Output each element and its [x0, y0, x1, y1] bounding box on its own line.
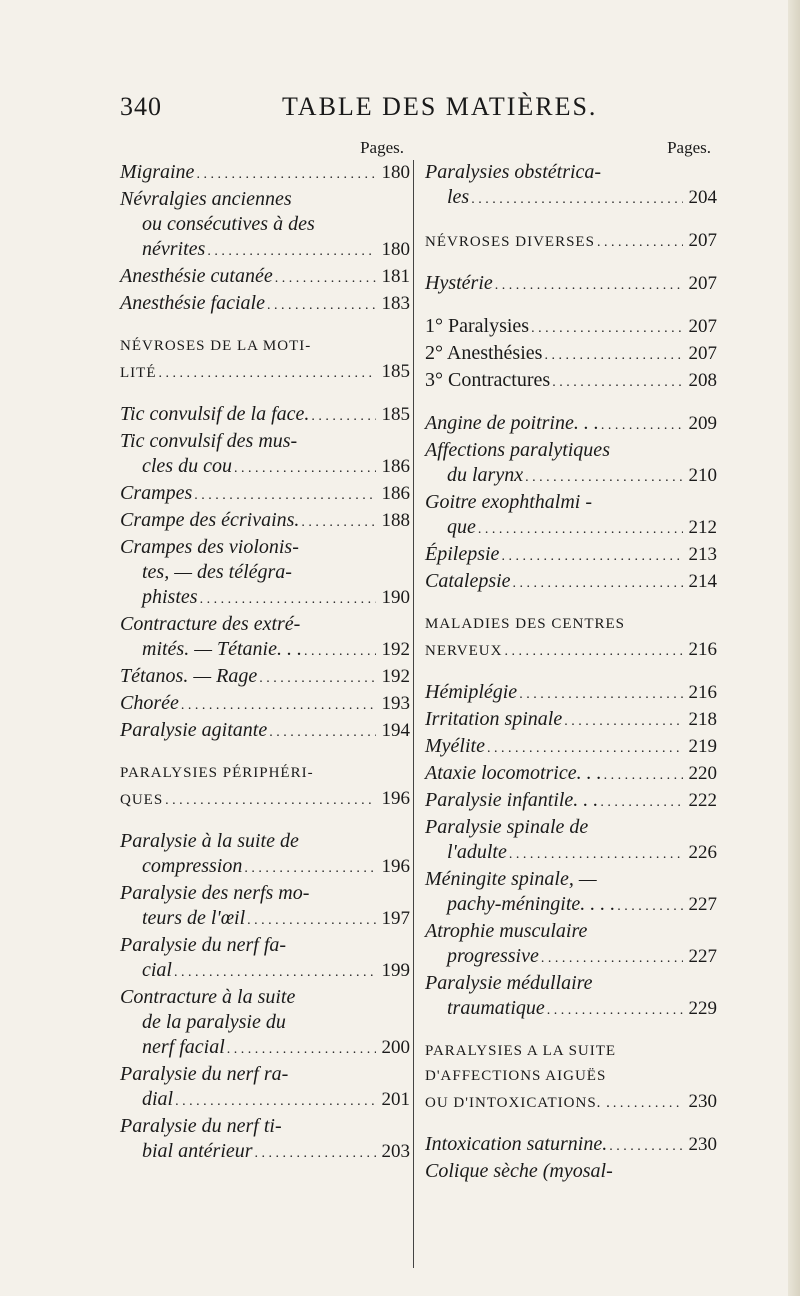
toc-entry [425, 707, 717, 734]
toc-page-number: 227 [688, 946, 717, 967]
toc-entry-line [425, 515, 717, 542]
toc-page-number: 181 [381, 266, 410, 287]
toc-entry-line [120, 160, 410, 187]
dot-leader [181, 691, 376, 718]
toc-entry [120, 264, 410, 291]
toc-entry-line [120, 612, 410, 637]
toc-page-number: 199 [381, 960, 410, 981]
toc-entry [120, 691, 410, 718]
toc-page-number: 194 [381, 720, 410, 741]
toc-entry-line [425, 840, 717, 867]
dot-leader [247, 906, 376, 933]
toc-entry-title: Anesthésie faciale [120, 292, 265, 314]
toc-entry-line [120, 1087, 410, 1114]
toc-page-number: 188 [381, 510, 410, 531]
dot-leader [255, 1139, 376, 1166]
toc-entry-title: compression [142, 855, 243, 877]
toc-entry-title: Tétanos. — Rage [120, 665, 258, 687]
toc-entry-title: mités. — Tétanie. . . [142, 638, 302, 660]
toc-entry [120, 985, 410, 1062]
toc-entry-line [425, 680, 717, 707]
dot-leader [609, 1132, 683, 1159]
toc-entry-title: Catalepsie [425, 570, 511, 592]
toc-entry-title: PARALYSIES A LA SUITE [425, 1043, 617, 1059]
toc-entry-line [120, 429, 410, 454]
toc-entry-title: NERVEUX [425, 643, 503, 659]
toc-entry [120, 508, 410, 535]
toc-page-number: 193 [381, 693, 410, 714]
dot-leader [600, 788, 683, 815]
toc-entry-title: Paralysie du nerf fa- [120, 934, 287, 956]
toc-entry-title: cles du cou [142, 455, 232, 477]
toc-entry-title: Anesthésie cutanée [120, 265, 273, 287]
toc-entry-title: Crampes [120, 482, 193, 504]
toc-entry-line [120, 637, 410, 664]
toc-entry [120, 1114, 410, 1166]
toc-entry-title: ou consécutives à des [142, 213, 315, 235]
toc-entry-title: nerf facial [142, 1036, 225, 1058]
toc-entry-line [425, 761, 717, 788]
toc-entry-line [425, 438, 717, 463]
toc-entry-title: D'AFFECTIONS AIGUËS [425, 1068, 607, 1084]
toc-page-number: 201 [381, 1089, 410, 1110]
toc-entry-line [425, 185, 717, 212]
toc-entry-title: tes, — des télégra- [142, 561, 292, 583]
dot-leader [471, 185, 683, 212]
toc-entry-line [120, 854, 410, 881]
toc-entry-line [425, 1132, 717, 1159]
dot-leader [174, 958, 376, 985]
toc-entry-line [120, 664, 410, 691]
toc-entry-line [120, 1010, 410, 1035]
toc-entry-title: traumatique [447, 997, 545, 1019]
toc-entry-line [120, 585, 410, 612]
toc-entry-line [425, 368, 717, 395]
toc-entry-line [425, 892, 717, 919]
toc-entry-line [120, 1139, 410, 1166]
toc-entry-title: Ataxie locomotrice. . . [425, 762, 602, 784]
toc-entry-title: Tic convulsif de la face. [120, 403, 310, 425]
toc-entry-title: Paralysie des nerfs mo- [120, 882, 310, 904]
toc-page-number: 190 [381, 587, 410, 608]
toc-page-number: 229 [688, 998, 717, 1019]
toc-entry [120, 402, 410, 429]
dot-leader [259, 664, 376, 691]
toc-entry [120, 291, 410, 318]
toc-entry-line [120, 560, 410, 585]
toc-entry-line [425, 707, 717, 734]
toc-entry-title: névrites [142, 238, 206, 260]
toc-page-number: 183 [381, 293, 410, 314]
toc-entry-line [425, 228, 717, 255]
toc-page-number: 192 [381, 666, 410, 687]
toc-entry-title: 3° Contractures [425, 369, 551, 391]
toc-entry-title: bial antérieur [142, 1140, 253, 1162]
toc-entry [425, 542, 717, 569]
toc-entry-title: Paralysie médullaire [425, 972, 593, 994]
toc-page-number: 208 [688, 370, 717, 391]
toc-entry-line [425, 1159, 717, 1184]
toc-entry-title: de la paralysie du [142, 1011, 286, 1033]
dot-leader [267, 291, 376, 318]
toc-entry-title: 1° Paralysies [425, 315, 530, 337]
toc-page-number: 180 [381, 239, 410, 260]
dot-leader [269, 718, 376, 745]
toc-entry-line [425, 341, 717, 368]
toc-entry-title: Tic convulsif des mus- [120, 430, 298, 452]
toc-entry [425, 815, 717, 867]
toc-entry-line [425, 542, 717, 569]
toc-entry-line [120, 187, 410, 212]
toc-entry [120, 535, 410, 612]
toc-page-number: 207 [688, 343, 717, 364]
pages-column-label: Pages. [360, 138, 404, 157]
dot-leader [244, 854, 376, 881]
toc-entry [120, 761, 410, 813]
toc-entry-line [120, 454, 410, 481]
toc-entry-title: que [447, 516, 476, 538]
toc-page-number: 185 [381, 404, 410, 425]
toc-entry-line [120, 881, 410, 906]
toc-entry-line [425, 490, 717, 515]
dot-leader [311, 402, 376, 429]
toc-entry-line [120, 481, 410, 508]
toc-entry-line [120, 906, 410, 933]
toc-entry-title: Crampes des violonis- [120, 536, 299, 558]
toc-page-number: 197 [381, 908, 410, 929]
toc-entry-title: Irritation spinale [425, 708, 563, 730]
toc-entry-line [120, 786, 410, 813]
dot-leader [541, 944, 683, 971]
toc-entry-line [425, 996, 717, 1023]
toc-page-number: 186 [381, 483, 410, 504]
toc-entry-line [120, 212, 410, 237]
toc-entry-line [425, 815, 717, 840]
toc-entry [425, 411, 717, 438]
toc-entry-line [425, 919, 717, 944]
toc-entry-title: Chorée [120, 692, 179, 714]
toc-page-number: 207 [688, 273, 717, 294]
toc-entry [425, 438, 717, 490]
toc-entry-line [120, 691, 410, 718]
toc-page-number: 216 [688, 682, 717, 703]
toc-page-number: 180 [381, 162, 410, 183]
pages-column-label: Pages. [667, 138, 711, 157]
toc-entry-title: Affections paralytiques [425, 439, 610, 461]
column-divider [413, 160, 414, 1268]
toc-entry-title: progressive [447, 945, 539, 967]
dot-leader [200, 585, 376, 612]
toc-entry-line [120, 237, 410, 264]
toc-entry-title: Crampe des écrivains. [120, 509, 300, 531]
toc-entry-line [425, 1089, 717, 1116]
dot-leader [275, 264, 376, 291]
toc-entry-line [120, 933, 410, 958]
toc-entry [120, 481, 410, 508]
toc-entry-line [120, 1062, 410, 1087]
dot-leader [597, 228, 683, 255]
toc-entry [425, 1159, 717, 1184]
toc-entry-line [425, 612, 717, 637]
toc-entry-title: LITÉ [120, 365, 157, 381]
dot-leader [519, 680, 683, 707]
toc-entry [120, 1062, 410, 1114]
toc-entry [425, 569, 717, 596]
toc-entry-line [120, 359, 410, 386]
toc-entry-title: NÉVROSES DIVERSES [425, 234, 595, 250]
toc-page-number: 219 [688, 736, 717, 757]
toc-entry-line [425, 314, 717, 341]
toc-entry-line [120, 985, 410, 1010]
dot-leader [601, 411, 683, 438]
toc-entry-title: Méningite spinale, — [425, 868, 597, 890]
dot-leader [487, 734, 683, 761]
toc-entry-line [120, 264, 410, 291]
dot-leader [613, 1089, 683, 1116]
toc-entry-title: Myélite [425, 735, 485, 757]
toc-entry [120, 160, 410, 187]
toc-entry-line [425, 788, 717, 815]
toc-entry-line [120, 508, 410, 535]
dot-leader [301, 508, 376, 535]
dot-leader [478, 515, 683, 542]
dot-leader [547, 996, 683, 1023]
toc-entry-title: Intoxication saturnine. [425, 1133, 608, 1155]
dot-leader [207, 237, 376, 264]
toc-entry-line [120, 829, 410, 854]
dot-leader [531, 314, 683, 341]
toc-page-number: 227 [688, 894, 717, 915]
toc-entry [120, 933, 410, 985]
toc-entry-title: pachy-méningite. . . . [447, 893, 616, 915]
toc-entry [120, 881, 410, 933]
toc-entry-title: 2° Anesthésies [425, 342, 543, 364]
toc-entry-title: PARALYSIES PÉRIPHÉRI- [120, 765, 314, 781]
toc-entry [120, 612, 410, 664]
toc-page-number: 218 [688, 709, 717, 730]
toc-entry [120, 187, 410, 264]
toc-entry-line [425, 271, 717, 298]
toc-page-number: 185 [381, 361, 410, 382]
toc-entry [425, 314, 717, 341]
toc-entry-title: Angine de poitrine. . . [425, 412, 599, 434]
toc-entry-line [120, 718, 410, 745]
toc-entry-line [425, 411, 717, 438]
dot-leader [604, 761, 683, 788]
toc-entry-title: Migraine [120, 161, 195, 183]
toc-page-number: 209 [688, 413, 717, 434]
toc-list [425, 160, 717, 1184]
toc-entry-title: l'adulte [447, 841, 507, 863]
toc-entry-title: NÉVROSES DE LA MOTI- [120, 338, 312, 354]
toc-entry-title: Paralysie à la suite de [120, 830, 299, 852]
toc-entry [425, 368, 717, 395]
toc-entry [425, 1132, 717, 1159]
toc-entry [425, 971, 717, 1023]
dot-leader [234, 454, 376, 481]
toc-page-number: 230 [688, 1134, 717, 1155]
toc-entry-title: Épilepsie [425, 543, 500, 565]
dot-leader [525, 463, 683, 490]
dot-leader [513, 569, 683, 596]
toc-page-number: 186 [381, 456, 410, 477]
toc-entry [120, 664, 410, 691]
toc-entry-title: Contracture des extré- [120, 613, 301, 635]
dot-leader [509, 840, 683, 867]
dot-leader [196, 160, 376, 187]
toc-entry-title: Colique sèche (myosal- [425, 1160, 613, 1182]
toc-entry-line [425, 160, 717, 185]
toc-page-number: 213 [688, 544, 717, 565]
toc-entry-line [120, 958, 410, 985]
dot-leader [617, 892, 683, 919]
toc-page-number: 216 [688, 639, 717, 660]
toc-entry-line [425, 463, 717, 490]
toc-entry-line [120, 1035, 410, 1062]
toc-entry [120, 718, 410, 745]
toc-page-number: 204 [688, 187, 717, 208]
toc-entry-line [120, 334, 410, 359]
toc-entry-title: Paralysie spinale de [425, 816, 589, 838]
toc-page-number: 214 [688, 571, 717, 592]
toc-entry-line [120, 761, 410, 786]
toc-page-number: 220 [688, 763, 717, 784]
toc-page-number: 226 [688, 842, 717, 863]
toc-entry-line [120, 402, 410, 429]
toc-page-number: 210 [688, 465, 717, 486]
toc-page-number: 222 [688, 790, 717, 811]
dot-leader [158, 359, 376, 386]
toc-entry-title: Névralgies anciennes [120, 188, 292, 210]
toc-page-number: 230 [688, 1091, 717, 1112]
toc-entry-title: Paralysie agitante [120, 719, 268, 741]
toc-page-number: 200 [381, 1037, 410, 1058]
toc-entry-line [120, 535, 410, 560]
toc-entry [425, 228, 717, 255]
toc-entry-title: du larynx [447, 464, 524, 486]
dot-leader [501, 542, 683, 569]
toc-entry-title: Paralysie du nerf ra- [120, 1063, 289, 1085]
toc-entry-title: Goitre exophthalmi - [425, 491, 593, 513]
toc-entry [425, 490, 717, 542]
dot-leader [165, 786, 376, 813]
toc-entry-title: Paralysie infantile. . . [425, 789, 599, 811]
toc-entry-title: Atrophie musculaire [425, 920, 588, 942]
toc-entry-line [425, 637, 717, 664]
toc-page-number: 212 [688, 517, 717, 538]
toc-entry-line [425, 1039, 717, 1064]
dot-leader [227, 1035, 376, 1062]
dot-leader [564, 707, 683, 734]
toc-entry-title: Hystérie [425, 272, 493, 294]
dot-leader [175, 1087, 376, 1114]
right-column [425, 138, 717, 1184]
page-header [0, 88, 800, 128]
toc-entry-line [425, 569, 717, 596]
toc-entry [425, 867, 717, 919]
page-edge [788, 0, 800, 1296]
toc-page-number: 207 [688, 316, 717, 337]
left-column [120, 138, 410, 1166]
toc-entry [425, 919, 717, 971]
toc-entry-line [425, 734, 717, 761]
toc-entry-line [425, 1064, 717, 1089]
toc-entry-title: dial [142, 1088, 174, 1110]
toc-entry-line [425, 867, 717, 892]
toc-entry-title: cial [142, 959, 172, 981]
toc-entry [120, 429, 410, 481]
toc-entry-title: teurs de l'œil [142, 907, 246, 929]
toc-list [120, 160, 410, 1166]
toc-entry [425, 734, 717, 761]
toc-entry [425, 761, 717, 788]
toc-entry-title: Contracture à la suite [120, 986, 296, 1008]
toc-entry-line [425, 971, 717, 996]
toc-entry-title: MALADIES DES CENTRES [425, 616, 626, 632]
toc-entry-title: phistes [142, 586, 198, 608]
toc-entry-line [425, 944, 717, 971]
toc-page-number: 192 [381, 639, 410, 660]
dot-leader [504, 637, 683, 664]
dot-leader [544, 341, 683, 368]
toc-entry [425, 271, 717, 298]
toc-entry-title: OU D'INTOXICATIONS. . [425, 1095, 611, 1111]
dot-leader [304, 637, 376, 664]
toc-entry [425, 1039, 717, 1116]
toc-entry [425, 680, 717, 707]
toc-entry [425, 788, 717, 815]
dot-leader [495, 271, 683, 298]
toc-page-number: 203 [381, 1141, 410, 1162]
toc-entry [425, 341, 717, 368]
toc-entry-title: Hémiplégie [425, 681, 518, 703]
toc-entry [425, 160, 717, 212]
toc-page-number: 207 [688, 230, 717, 251]
toc-entry-title: Paralysies obstétrica- [425, 161, 602, 183]
toc-entry-title: Paralysie du nerf ti- [120, 1115, 282, 1137]
toc-entry [425, 612, 717, 664]
toc-page-number: 196 [381, 856, 410, 877]
toc-entry [120, 334, 410, 386]
toc-entry-title: QUES [120, 792, 164, 808]
toc-page-number: 196 [381, 788, 410, 809]
dot-leader [194, 481, 376, 508]
running-title: TABLE DES MATIÈRES. [282, 92, 598, 121]
toc-entry [120, 829, 410, 881]
toc-entry-line [120, 291, 410, 318]
toc-entry-title: les [447, 186, 470, 208]
toc-entry-line [120, 1114, 410, 1139]
dot-leader [552, 368, 683, 395]
page-number: 340 [120, 92, 162, 121]
